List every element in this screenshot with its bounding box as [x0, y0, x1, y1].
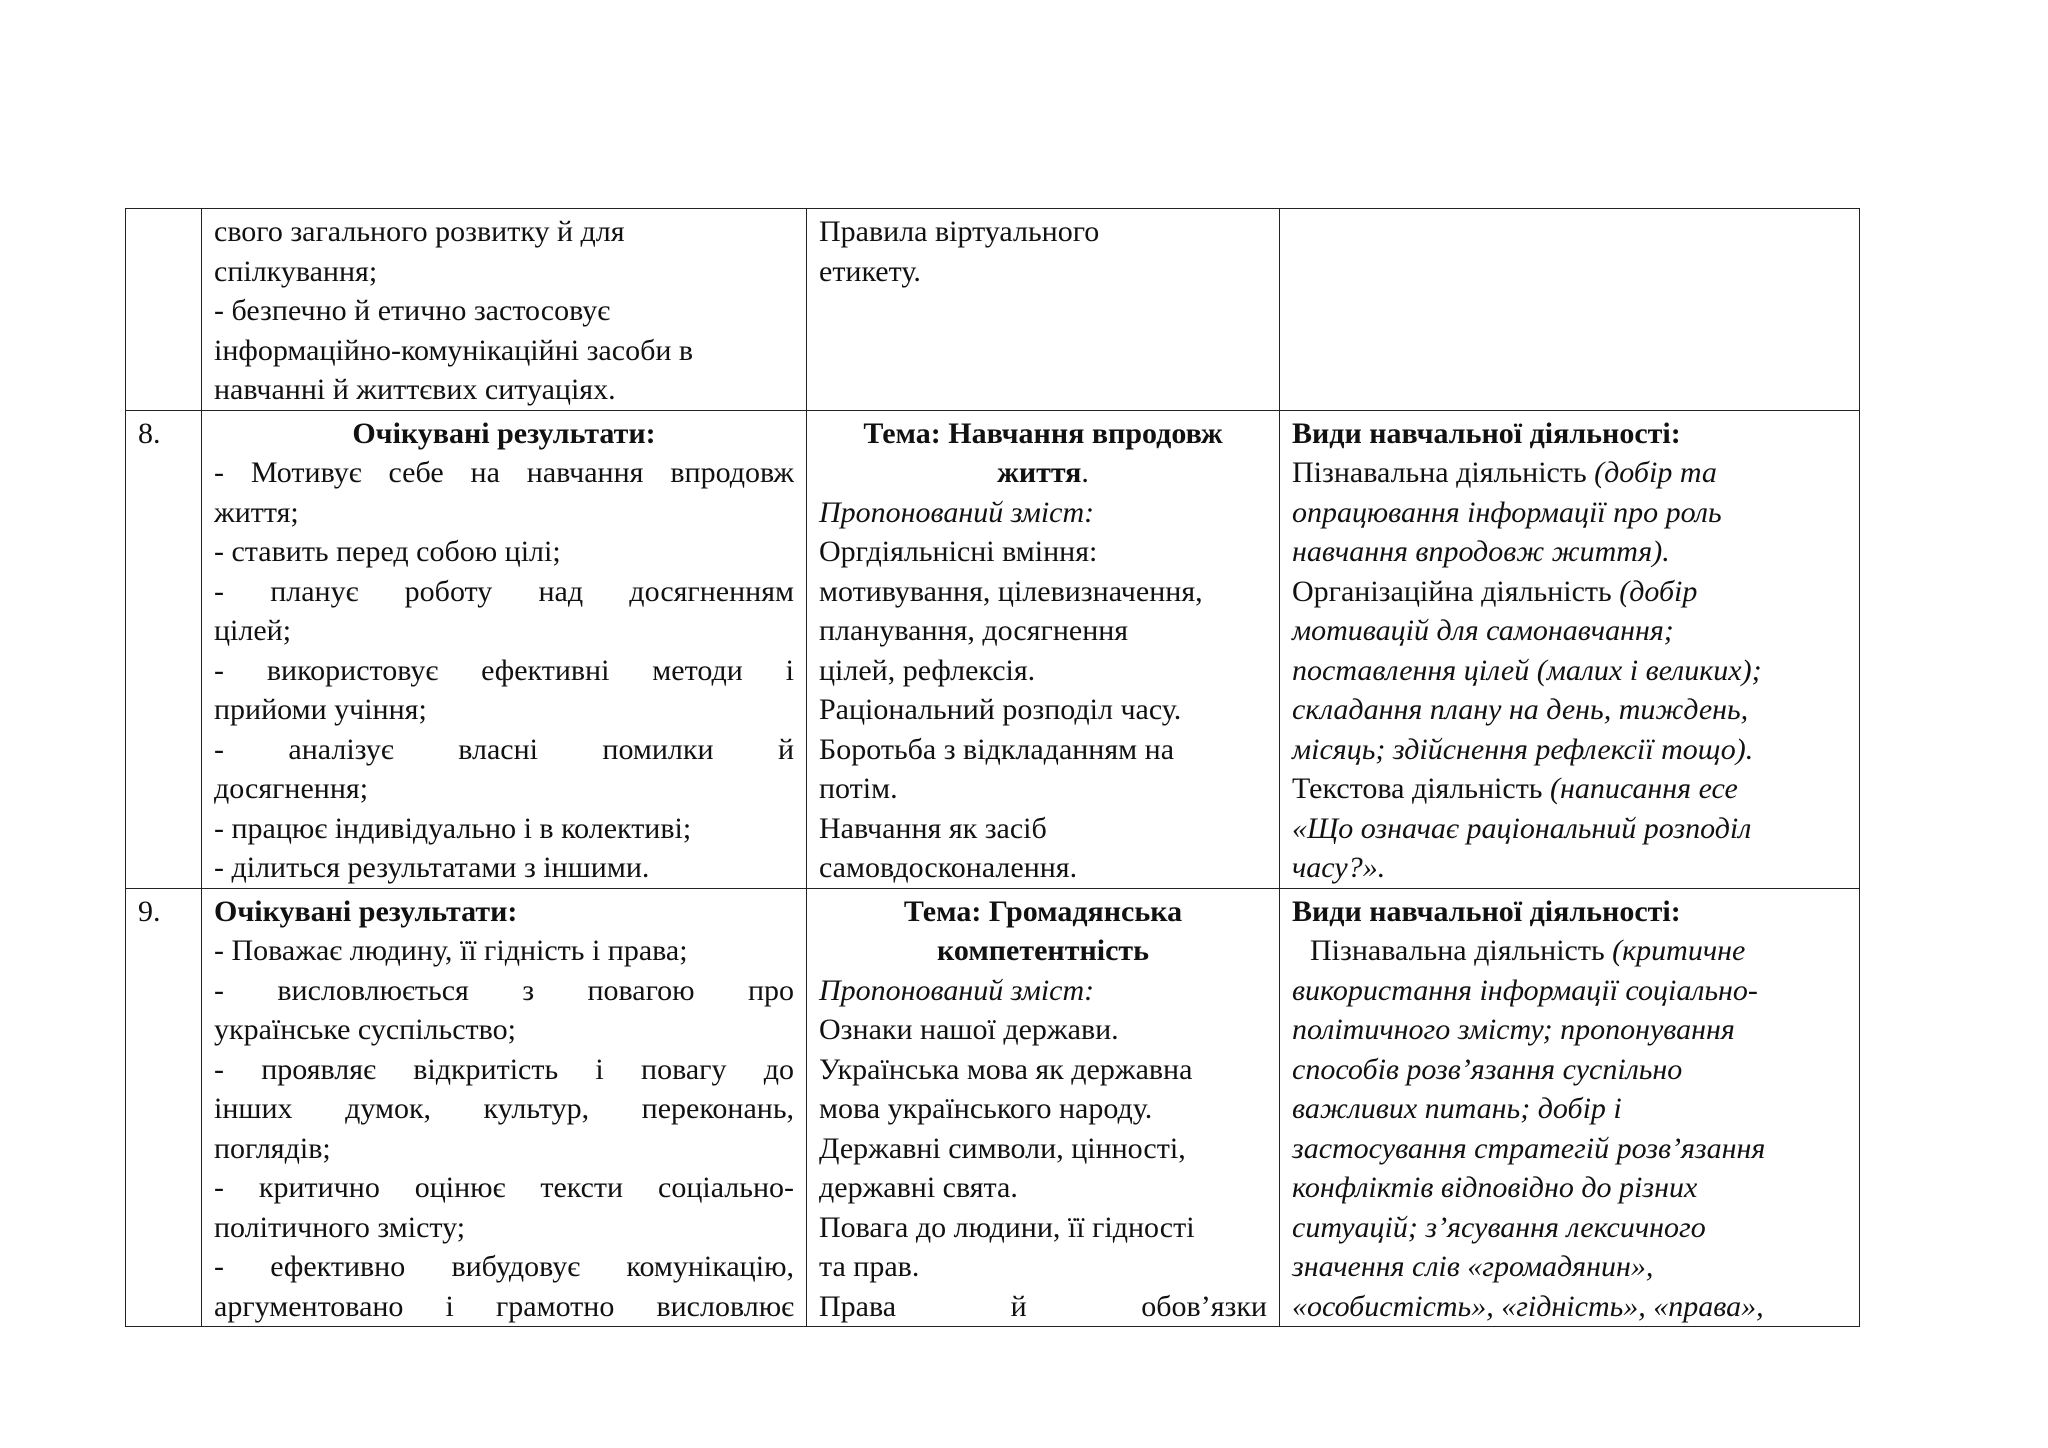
- row-number-cell: [126, 888, 202, 1327]
- results-heading: Очікувані результати:: [214, 894, 518, 928]
- activities-heading: Види навчальної діяльності:: [1292, 416, 1681, 450]
- text-line: - висловлюється з повагою про: [214, 973, 794, 1007]
- activity-name: Пізнавальна діяльність: [1310, 934, 1613, 967]
- text-line: - працює індивідуально і в колективі;: [214, 811, 692, 845]
- results-cell: [202, 888, 807, 1327]
- text-line: Навчання як засіб: [819, 811, 1047, 845]
- text-line: інших думок, культур, переконань,: [214, 1092, 794, 1125]
- text-line: - безпечно й етично застосовує: [214, 294, 611, 327]
- text-line: - ефективно вибудовує комунікацію,: [214, 1250, 794, 1283]
- text-line: складання плану на день, тиждень,: [1292, 693, 1749, 726]
- topic-heading-cont: компетентність: [937, 934, 1149, 967]
- text-line: поглядів;: [214, 1131, 331, 1165]
- row-number: 8.: [138, 416, 161, 450]
- row-number-cell: [126, 410, 202, 888]
- text-line: Боротьба з відкладанням на: [819, 732, 1175, 766]
- text-line: способів розв’язання суспільно: [1292, 1052, 1683, 1086]
- text-line: - Поважає людину, її гідність і права;: [214, 934, 688, 967]
- text-line: досягнення;: [214, 772, 369, 805]
- text-line: цілей;: [214, 614, 292, 647]
- row-number-cell: [126, 209, 202, 411]
- text-line: часу?».: [1292, 851, 1386, 884]
- topic-heading: Тема: Навчання впродовж: [863, 416, 1223, 450]
- text-line: поставлення цілей (малих і великих);: [1292, 653, 1762, 687]
- text-line: - використовує ефективні методи і: [214, 653, 794, 687]
- content-cell: [807, 209, 1280, 411]
- text-line: мотивацій для самонавчання;: [1292, 614, 1674, 647]
- text-line: та прав.: [819, 1250, 920, 1283]
- text-line: мова українського народу.: [819, 1092, 1153, 1125]
- text-line: Ознаки нашої держави.: [819, 1013, 1119, 1046]
- activity-name: Пізнавальна діяльність: [1292, 456, 1595, 489]
- activities-cell: [1280, 209, 1860, 411]
- text-line: цілей, рефлексія.: [819, 653, 1036, 687]
- activity-name: Організаційна діяльність: [1292, 574, 1620, 608]
- text-line: свого загального розвитку й для: [214, 215, 625, 248]
- text-line: - аналізує власні помилки й: [214, 732, 794, 766]
- activity-detail: (добір: [1619, 574, 1698, 608]
- text-line: - проявляє відкритість і повагу до: [214, 1052, 794, 1086]
- text-line: Українська мова як державна: [819, 1052, 1193, 1086]
- text-line: державні свята.: [819, 1171, 1018, 1204]
- text-line: планування, досягнення: [819, 614, 1129, 647]
- activities-cell: [1280, 888, 1860, 1327]
- text-line: політичного змісту;: [214, 1210, 466, 1244]
- text-line: [1292, 453, 1847, 493]
- table-row: [126, 888, 1860, 1327]
- text-line: значення слів «громадянин»,: [1292, 1250, 1654, 1283]
- text-line: застосування стратегій розв’язання: [1292, 1131, 1766, 1165]
- text-line: - ставить перед собою цілі;: [214, 535, 561, 568]
- activities-cell: [1280, 410, 1860, 888]
- text-line: [1292, 769, 1847, 809]
- text-line: політичного змісту; пропонування: [1292, 1013, 1735, 1046]
- text-line: важливих питань; добір і: [1292, 1092, 1622, 1125]
- text-line: - критично оцінює тексти соціально-: [214, 1171, 794, 1204]
- text-line: ситуацій; з’ясування лексичного: [1292, 1210, 1706, 1244]
- text-line: - планує роботу над досягненням: [214, 574, 794, 608]
- text-line: [1292, 931, 1847, 971]
- text-line: життя;: [214, 495, 299, 529]
- text-line: Державні символи, цінності,: [819, 1131, 1186, 1165]
- text-line: навчання впродовж життя).: [1292, 535, 1670, 568]
- text-line: місяць; здійснення рефлексії тощо).: [1292, 732, 1754, 766]
- table-row: [126, 410, 1860, 888]
- topic-heading-cont: [819, 453, 1267, 493]
- text-line: потім.: [819, 772, 898, 805]
- text-line: аргументовано і грамотно висловлює: [214, 1289, 794, 1323]
- topic-heading: Тема: Громадянська: [903, 894, 1183, 928]
- table-row: [126, 209, 1860, 411]
- activity-detail: (добір та: [1594, 456, 1717, 489]
- content-subheading: Пропонований зміст:: [819, 495, 1095, 529]
- text-line: спілкування;: [214, 254, 378, 288]
- activity-detail: (критичне: [1612, 934, 1746, 967]
- results-cell: [202, 209, 807, 411]
- text-line: опрацювання інформації про роль: [1292, 495, 1722, 529]
- text-line: Права й обов’язки: [819, 1289, 1267, 1323]
- text-line: конфліктів відповідно до різних: [1292, 1171, 1698, 1204]
- text-line: етикету.: [819, 254, 921, 288]
- content-cell: [807, 888, 1280, 1327]
- content-subheading: Пропонований зміст:: [819, 973, 1095, 1007]
- content-cell: [807, 410, 1280, 888]
- activity-detail: (написання есе: [1550, 772, 1738, 805]
- curriculum-table: [125, 208, 1860, 1327]
- text-line: використання інформації соціально-: [1292, 973, 1758, 1007]
- text-line: прийоми учіння;: [214, 693, 427, 726]
- text-line: навчанні й життєвих ситуаціях.: [214, 373, 616, 406]
- results-cell: [202, 410, 807, 888]
- topic-heading-word: життя: [997, 456, 1082, 489]
- activities-heading: Види навчальної діяльності:: [1292, 894, 1681, 928]
- text-line: мотивування, цілевизначення,: [819, 574, 1203, 608]
- text-line: [1292, 572, 1847, 612]
- text-line: інформаційно-комунікаційні засоби в: [214, 333, 694, 367]
- text-line: Оргдіяльнісні вміння:: [819, 535, 1098, 568]
- text-line: Раціональний розподіл часу.: [819, 693, 1182, 726]
- text-line: - ділиться результатами з іншими.: [214, 851, 650, 884]
- text-line: самовдосконалення.: [819, 851, 1078, 884]
- text-line: Правила віртуального: [819, 215, 1100, 248]
- text-line: Повага до людини, її гідності: [819, 1210, 1195, 1244]
- results-heading: Очікувані результати:: [352, 416, 656, 450]
- topic-heading-dot: .: [1081, 456, 1089, 489]
- text-line: «особистість», «гідність», «права»,: [1292, 1289, 1764, 1323]
- text-line: «Що означає раціональний розподіл: [1292, 811, 1752, 845]
- text-line: - Мотивує себе на навчання впродовж: [214, 456, 794, 489]
- text-line: українське суспільство;: [214, 1013, 516, 1046]
- row-number: 9.: [138, 894, 161, 928]
- activity-name: Текстова діяльність: [1292, 772, 1550, 805]
